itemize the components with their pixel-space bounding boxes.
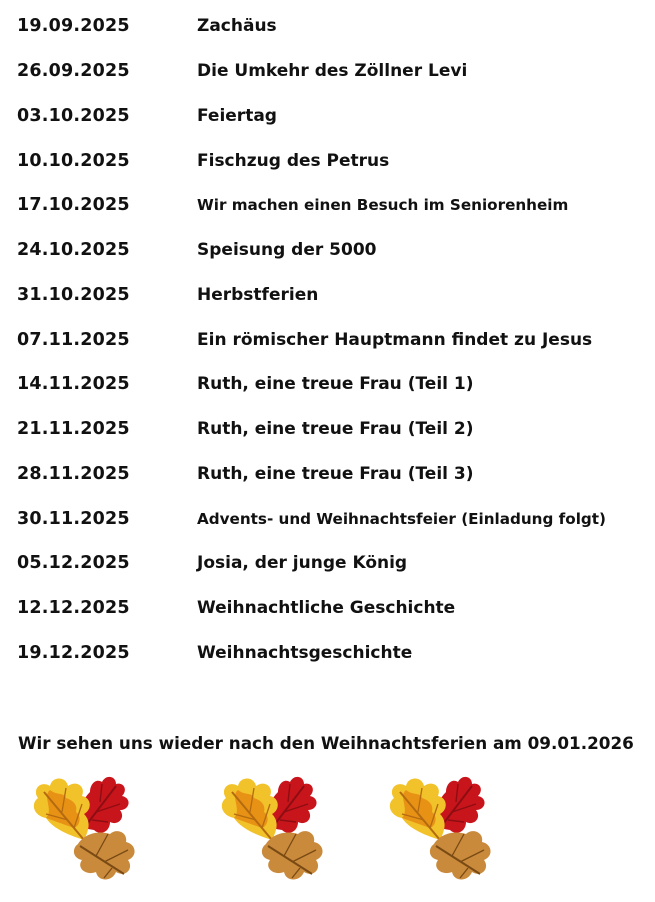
schedule-row [0,190,655,220]
schedule-event: Ein römischer Hauptmann findet zu Jesus [197,330,593,350]
yellow-leaf-icon [390,779,446,841]
schedule-event: Weihnachtsgeschichte [197,643,413,663]
schedule-event: Herbstferien [197,285,319,305]
schedule-row [0,325,655,355]
autumn-leaves-icon [24,770,146,888]
yellow-leaf-icon [34,779,90,841]
schedule-event: Speisung der 5000 [197,240,377,260]
closing-note: Wir sehen uns wieder nach den Weihnachtsferien am 09.01.2026 [18,733,634,753]
schedule-event: Ruth, eine treue Frau (Teil 2) [197,419,474,439]
schedule-date: 30.11.2025 [17,509,130,529]
yellow-leaf-icon [222,779,278,841]
schedule-event: Weihnachtliche Geschichte [197,598,456,618]
schedule-date: 05.12.2025 [17,553,130,573]
schedule-date: 19.12.2025 [17,643,130,663]
schedule-row [0,11,655,41]
schedule-event: Fischzug des Petrus [197,151,390,171]
schedule-row [0,235,655,265]
schedule-row [0,593,655,623]
schedule-row [0,548,655,578]
schedule-row [0,638,655,668]
schedule-date: 31.10.2025 [17,285,130,305]
schedule-date: 17.10.2025 [17,195,130,215]
schedule-row [0,414,655,444]
schedule-date: 24.10.2025 [17,240,130,260]
schedule-row [0,280,655,310]
autumn-leaves-icon [380,770,502,888]
schedule-row [0,459,655,489]
schedule-row [0,146,655,176]
schedule-event: Wir machen einen Besuch im Seniorenheim [197,196,569,214]
schedule-event: Feiertag [197,106,277,126]
schedule-event: Josia, der junge König [197,553,408,573]
schedule-row [0,369,655,399]
schedule-date: 12.12.2025 [17,598,130,618]
schedule-date: 26.09.2025 [17,61,130,81]
schedule-event: Die Umkehr des Zöllner Levi [197,61,468,81]
schedule-date: 03.10.2025 [17,106,130,126]
autumn-leaves-icon [212,770,334,888]
brown-leaf-icon [74,831,135,879]
schedule-row [0,504,655,534]
schedule-row [0,56,655,86]
schedule-row [0,101,655,131]
schedule-event: Advents- und Weihnachtsfeier (Einladung folgt) [197,510,606,528]
schedule-event: Ruth, eine treue Frau (Teil 3) [197,464,474,484]
schedule-date: 21.11.2025 [17,419,130,439]
schedule-date: 10.10.2025 [17,151,130,171]
schedule-date: 07.11.2025 [17,330,130,350]
schedule-date: 28.11.2025 [17,464,130,484]
schedule-date: 19.09.2025 [17,16,130,36]
schedule-event: Ruth, eine treue Frau (Teil 1) [197,374,474,394]
schedule-event: Zachäus [197,16,277,36]
schedule-date: 14.11.2025 [17,374,130,394]
brown-leaf-icon [262,831,323,879]
brown-leaf-icon [430,831,491,879]
